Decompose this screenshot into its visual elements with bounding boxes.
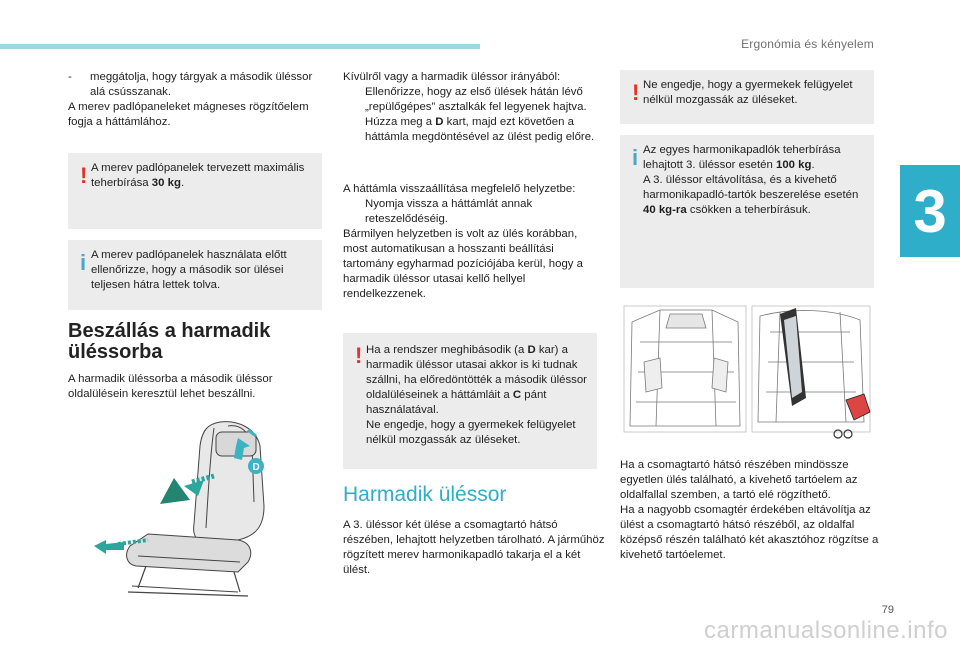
info-box [620, 135, 874, 288]
bullet-list [343, 85, 605, 145]
section-heading: Beszállás a harmadik üléssorba [68, 320, 271, 363]
lever-d-label: D [252, 462, 260, 473]
trunk-figure [620, 302, 874, 442]
warning-box [68, 153, 322, 229]
warning-icon: ! [632, 80, 640, 105]
paragraph: A 3. üléssor két ülése a csomagtartó hátsó részében, lehajtott helyzetben tárolható. A járműhöz rögzített merev harmonikapadló takarja el a két ülést. [343, 519, 605, 576]
chapter-number: 3 [913, 177, 947, 245]
paragraph: A harmadik üléssorba a második üléssor oldalülésein keresztül lehet beszállni. [68, 373, 273, 400]
warning-icon: ! [355, 343, 363, 368]
bullet-text: Húzza meg a D kart, majd ezt követően a háttámla megdöntésével az ülést pedig előre. [365, 116, 595, 143]
warning-text: A merev padlópanelek tervezett maximális teherbírása 30 kg. [91, 162, 305, 189]
bullet-mark [343, 85, 365, 115]
warning-box [343, 333, 597, 469]
info-text: A merev padlópanelek használata előtt ellenőrizze, hogy a második sor ülései teljesen hátra lettek tolva. [91, 249, 287, 291]
info-text: Az egyes harmonikapadlók teherbírása lehajtott 3. üléssor esetén 100 kg. A 3. üléssor eltávolítása, és a kivehető harmonikapadló-tartók beszerelése esetén 40 kg-ra csökken a teherbírásuk. [643, 144, 859, 216]
warning-text: Ha a rendszer meghibásodik (a D kar) a harmadik üléssor utasai akkor is ki tudnak szállni, ha előredöntötték a második üléssor oldalüléseinek a háttámláit a C pánt használatával. Ne engedje, hogy a gyermekek felügyelet nélkül mozgassák az üléseket. [366, 344, 587, 446]
seat-figure [88, 416, 283, 606]
header-accent-bar [0, 44, 480, 49]
watermark-link[interactable]: carmanualsonline.info [704, 617, 948, 644]
page-number: 79 [881, 604, 894, 616]
paragraph: Kívülről vagy a harmadik üléssor irányából: [343, 71, 561, 83]
warning-text: Ne engedje, hogy a gyermekek felügyelet nélkül mozgassák az üléseket. [643, 79, 853, 106]
info-icon: i [80, 250, 87, 275]
bullet-text: Ellenőrizze, hogy az első ülések hátán lévő „repülőgépes” asztalkák fel legyenek hajtva. [365, 86, 587, 113]
bullet-mark [343, 115, 365, 145]
dash-mark: - [68, 71, 72, 83]
paragraph: A háttámla visszaállítása megfelelő helyzetbe: [343, 183, 576, 195]
paragraph: A merev padlópaneleket mágneses rögzítőelem fogja a háttámlához. [68, 101, 309, 128]
section-heading: Harmadik üléssor [343, 483, 507, 506]
bullet-text: Nyomja vissza a háttámlát annak reteszelődéséig. [365, 198, 533, 225]
chapter-tab[interactable] [900, 165, 960, 257]
bullet-list [343, 197, 605, 227]
paragraph: Bármilyen helyzetben is volt az ülés korábban, most automatikusan a hosszanti beállítási tartomány egyharmad pozíciójába kerül, hogy a harmadik üléssor utasai kellő hellyel rendelkezzenek. [343, 228, 583, 300]
dash-item-text: meggátolja, hogy tárgyak a második üléssor alá csússzanak. [90, 71, 313, 98]
warning-box [620, 70, 874, 124]
bullet-mark [343, 197, 365, 227]
info-icon: i [632, 145, 639, 170]
warning-icon: ! [80, 163, 88, 188]
dash-list-item [68, 70, 324, 100]
paragraph: Ha a csomagtartó hátsó részében mindössze egyetlen ülés található, a kivehető tartóelem az oldalfallal szemben, a tartó elé rögzíthető. Ha a nagyobb csomagtér érdekében eltávolítja az ülést a csomagtartó hátsó részéből, az oldalfal középső részén található két akasztóhoz rögzítse a kivehető tartóelemet. [620, 459, 879, 561]
info-box [68, 240, 322, 310]
section-title: Ergonómia és kényelem [741, 37, 874, 51]
